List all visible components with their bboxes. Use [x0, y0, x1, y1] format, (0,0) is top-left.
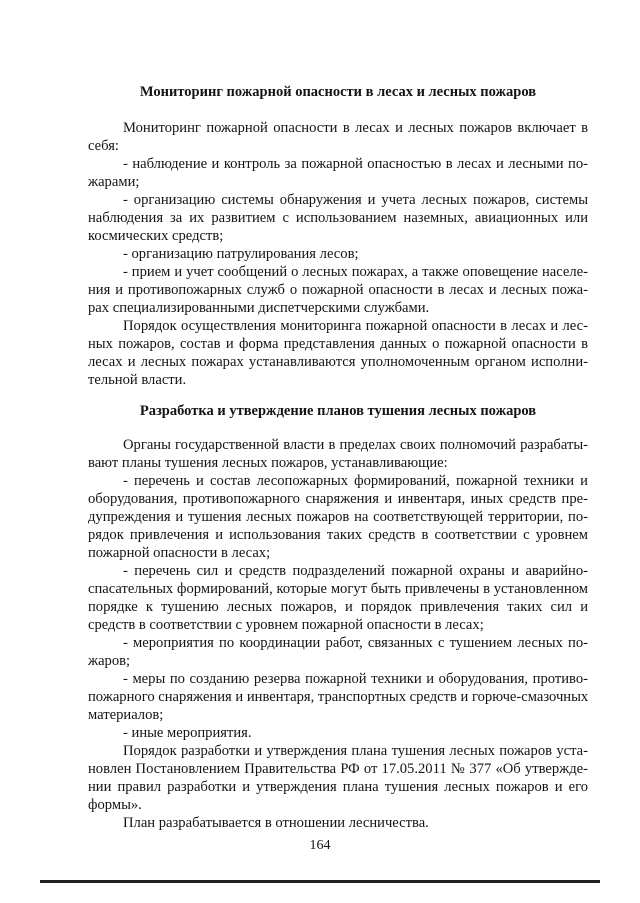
text-line: - организацию патрулирования лесов;: [123, 246, 359, 262]
section-2-heading: Разработка и утверждение планов тушения лесных пожаров: [139, 403, 537, 419]
text-line: лесах и лесных пожарах устанавливаются уполномоченным органом исполни-: [88, 354, 588, 370]
text-line: средств в соответствии с уровнем пожарной опасности в лесах;: [88, 617, 484, 633]
section-1-heading: Мониторинг пожарной опасности в лесах и лесных пожаров: [139, 84, 537, 100]
text-line: тельной власти.: [88, 372, 187, 388]
text-line: - мероприятия по координации работ, связанных с тушением лесных по-: [123, 635, 588, 651]
text-line: жаров;: [88, 653, 131, 669]
text-line: дупреждения и тушения лесных пожаров на соответствующей территории, по-: [88, 509, 588, 525]
text-line: ния и противопожарных служб о пожарной опасности в лесах и лесных пожа-: [88, 282, 588, 298]
text-line: материалов;: [88, 707, 164, 723]
text-line: новлен Постановлением Правительства РФ от 17.05.2011 № 377 «Об утвержде-: [88, 761, 588, 777]
text-line: - иные мероприятия.: [123, 725, 252, 741]
text-line: порядке к тушению лесных пожаров, и порядок привлечения таких сил и: [88, 599, 588, 615]
text-line: Порядок разработки и утверждения плана тушения лесных пожаров уста-: [123, 743, 588, 759]
text-line: - наблюдение и контроль за пожарной опасностью в лесах и лесными по-: [123, 156, 588, 172]
text-line: Мониторинг пожарной опасности в лесах и лесных пожаров включает в: [123, 120, 588, 136]
text-line: наблюдения за их развитием с использованием наземных, авиационных или: [88, 210, 588, 226]
text-line: вают планы тушения лесных пожаров, устанавливающие:: [88, 455, 448, 471]
text-line: жарами;: [88, 174, 140, 190]
text-line: План разрабатывается в отношении лесничества.: [123, 815, 429, 831]
text-line: Порядок осуществления мониторинга пожарной опасности в лесах и лес-: [123, 318, 588, 334]
text-line: - перечень сил и средств подразделений пожарной охраны и аварийно-: [123, 563, 588, 579]
text-line: формы».: [88, 797, 142, 813]
text-line: себя:: [88, 138, 119, 154]
text-line: - прием и учет сообщений о лесных пожарах, а также оповещение населе-: [123, 264, 588, 280]
footer-rule: [40, 880, 600, 883]
text-line: рах специализированными диспетчерскими службами.: [88, 300, 430, 316]
text-line: спасательных формирований, которые могут быть привлечены в установленном: [88, 581, 588, 597]
text-line: ных пожаров, состав и форма представления данных о пожарной опасности в: [88, 336, 588, 352]
text-line: рядок привлечения и использования таких средств в соответствии с уровнем: [88, 527, 588, 543]
text-line: нии правил разработки и утверждения плана тушения лесных пожаров и его: [88, 779, 588, 795]
text-line: - меры по созданию резерва пожарной техники и оборудования, противо-: [123, 671, 588, 687]
text-line: - перечень и состав лесопожарных формирований, пожарной техники и: [123, 473, 588, 489]
text-line: Органы государственной власти в пределах своих полномочий разрабаты-: [123, 437, 588, 453]
text-line: пожарной опасности в лесах;: [88, 545, 271, 561]
text-line: пожарного снаряжения и инвентаря, транспортных средств и горюче-смазочных: [88, 689, 589, 705]
text-line: - организацию системы обнаружения и учета лесных пожаров, системы: [123, 192, 588, 208]
text-line: оборудования, противопожарного снаряжения и инвентаря, иных средств пре-: [88, 491, 588, 507]
text-line: космических средств;: [88, 228, 224, 244]
page-number: 164: [309, 838, 331, 853]
